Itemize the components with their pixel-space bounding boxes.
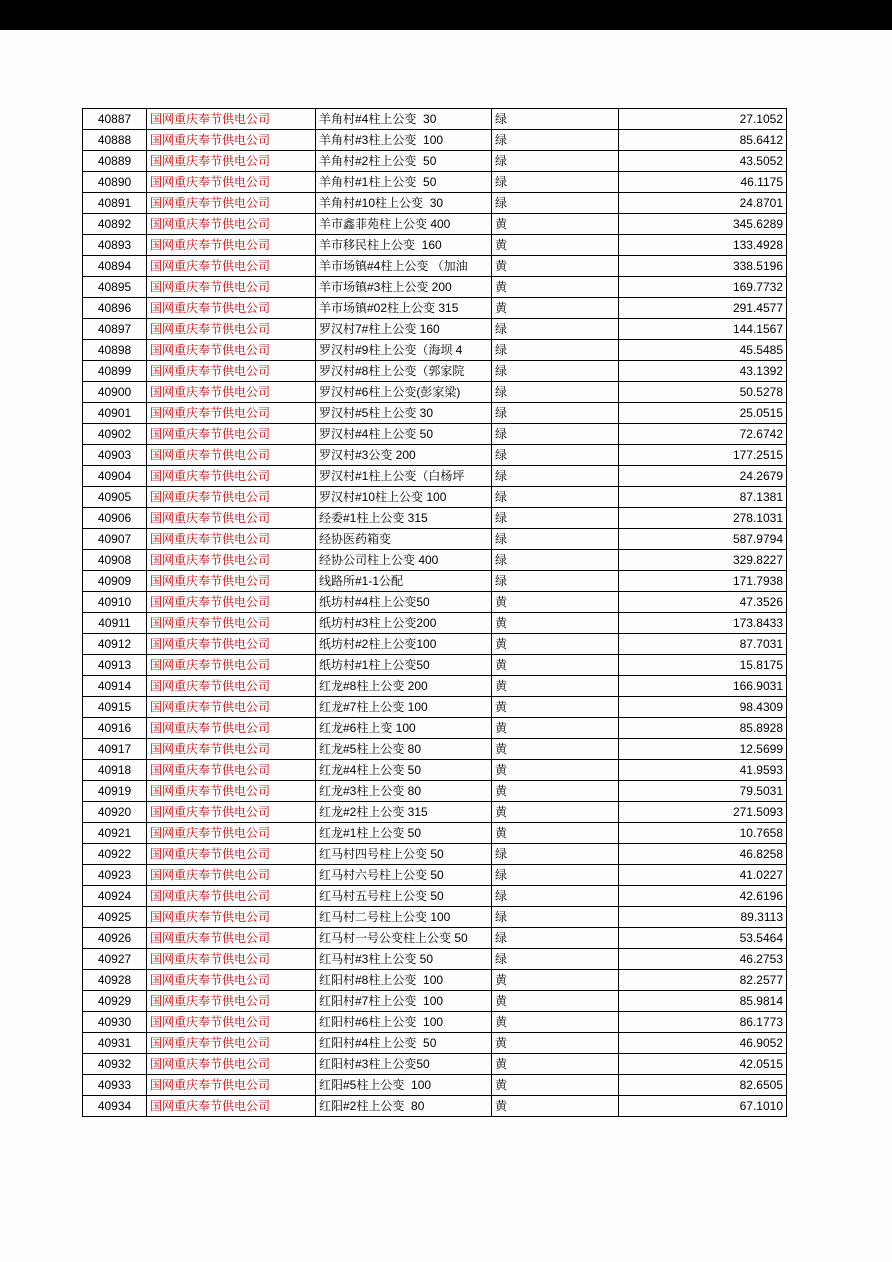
- load-value-cell: 278.1031: [619, 508, 787, 529]
- table-row: [83, 256, 787, 277]
- table-row: [83, 1096, 787, 1117]
- transformer-name-cell: 纸坊村#1柱上公变50: [316, 655, 492, 676]
- load-value-cell: 177.2515: [619, 445, 787, 466]
- company-cell: 国网重庆奉节供电公司: [147, 823, 316, 844]
- load-value-cell: 47.3526: [619, 592, 787, 613]
- load-value-cell: 587.9794: [619, 529, 787, 550]
- status-cell: 黄: [492, 802, 619, 823]
- load-value-cell: 89.3113: [619, 907, 787, 928]
- status-cell: 绿: [492, 844, 619, 865]
- company-cell: 国网重庆奉节供电公司: [147, 256, 316, 277]
- row-id-cell: 40924: [83, 886, 147, 907]
- status-cell: 绿: [492, 109, 619, 130]
- table-row: [83, 886, 787, 907]
- load-value-cell: 87.1381: [619, 487, 787, 508]
- company-cell: 国网重庆奉节供电公司: [147, 193, 316, 214]
- load-value-cell: 43.5052: [619, 151, 787, 172]
- table-row: [83, 424, 787, 445]
- row-id-cell: 40894: [83, 256, 147, 277]
- table-row: [83, 466, 787, 487]
- row-id-cell: 40908: [83, 550, 147, 571]
- load-value-cell: 171.7938: [619, 571, 787, 592]
- status-cell: 绿: [492, 928, 619, 949]
- table-row: [83, 403, 787, 424]
- table-row: [83, 718, 787, 739]
- table-row: [83, 991, 787, 1012]
- status-cell: 黄: [492, 991, 619, 1012]
- company-cell: 国网重庆奉节供电公司: [147, 1054, 316, 1075]
- transformer-name-cell: 红阳村#6柱上公变 100: [316, 1012, 492, 1033]
- transformer-name-cell: 红龙#5柱上公变 80: [316, 739, 492, 760]
- status-cell: 黄: [492, 634, 619, 655]
- company-cell: 国网重庆奉节供电公司: [147, 466, 316, 487]
- row-id-cell: 40887: [83, 109, 147, 130]
- table-row: [83, 739, 787, 760]
- table-row: [83, 214, 787, 235]
- table-row: [83, 865, 787, 886]
- row-id-cell: 40904: [83, 466, 147, 487]
- status-cell: 黄: [492, 739, 619, 760]
- status-cell: 黄: [492, 298, 619, 319]
- transformer-name-cell: 罗汉村#1柱上公变（白杨坪: [316, 466, 492, 487]
- row-id-cell: 40928: [83, 970, 147, 991]
- transformer-name-cell: 红马村二号柱上公变 100: [316, 907, 492, 928]
- company-cell: 国网重庆奉节供电公司: [147, 319, 316, 340]
- status-cell: 黄: [492, 697, 619, 718]
- table-row: [83, 592, 787, 613]
- table-row: [83, 130, 787, 151]
- load-value-cell: 43.1392: [619, 361, 787, 382]
- load-value-cell: 79.5031: [619, 781, 787, 802]
- row-id-cell: 40907: [83, 529, 147, 550]
- transformer-name-cell: 羊角村#3柱上公变 100: [316, 130, 492, 151]
- status-cell: 黄: [492, 1012, 619, 1033]
- table-row: [83, 970, 787, 991]
- company-cell: 国网重庆奉节供电公司: [147, 550, 316, 571]
- load-value-cell: 67.1010: [619, 1096, 787, 1117]
- status-cell: 绿: [492, 949, 619, 970]
- company-cell: 国网重庆奉节供电公司: [147, 655, 316, 676]
- transformer-name-cell: 红龙#3柱上公变 80: [316, 781, 492, 802]
- table-row: [83, 277, 787, 298]
- row-id-cell: 40895: [83, 277, 147, 298]
- row-id-cell: 40925: [83, 907, 147, 928]
- transformer-name-cell: 红马村#3柱上公变 50: [316, 949, 492, 970]
- transformer-name-cell: 红马村五号柱上公变 50: [316, 886, 492, 907]
- table-row: [83, 487, 787, 508]
- table-row: [83, 109, 787, 130]
- status-cell: 绿: [492, 151, 619, 172]
- transformer-name-cell: 红龙#1柱上公变 50: [316, 823, 492, 844]
- row-id-cell: 40917: [83, 739, 147, 760]
- status-cell: 绿: [492, 886, 619, 907]
- status-cell: 黄: [492, 676, 619, 697]
- load-value-cell: 133.4928: [619, 235, 787, 256]
- status-cell: 黄: [492, 256, 619, 277]
- row-id-cell: 40913: [83, 655, 147, 676]
- transformer-name-cell: 罗汉村#5柱上公变 30: [316, 403, 492, 424]
- row-id-cell: 40891: [83, 193, 147, 214]
- row-id-cell: 40926: [83, 928, 147, 949]
- load-value-cell: 46.8258: [619, 844, 787, 865]
- document-page: [0, 30, 892, 1262]
- row-id-cell: 40929: [83, 991, 147, 1012]
- load-value-cell: 45.5485: [619, 340, 787, 361]
- row-id-cell: 40899: [83, 361, 147, 382]
- table-row: [83, 172, 787, 193]
- load-value-cell: 24.2679: [619, 466, 787, 487]
- status-cell: 黄: [492, 1075, 619, 1096]
- table-row: [83, 928, 787, 949]
- row-id-cell: 40893: [83, 235, 147, 256]
- status-cell: 绿: [492, 445, 619, 466]
- company-cell: 国网重庆奉节供电公司: [147, 151, 316, 172]
- company-cell: 国网重庆奉节供电公司: [147, 529, 316, 550]
- company-cell: 国网重庆奉节供电公司: [147, 613, 316, 634]
- transformer-name-cell: 羊市场镇#3柱上公变 200: [316, 277, 492, 298]
- status-cell: 黄: [492, 1096, 619, 1117]
- status-cell: 黄: [492, 718, 619, 739]
- transformer-name-cell: 经协公司柱上公变 400: [316, 550, 492, 571]
- row-id-cell: 40918: [83, 760, 147, 781]
- company-cell: 国网重庆奉节供电公司: [147, 718, 316, 739]
- company-cell: 国网重庆奉节供电公司: [147, 907, 316, 928]
- load-value-cell: 46.1175: [619, 172, 787, 193]
- status-cell: 绿: [492, 361, 619, 382]
- transformer-name-cell: 罗汉村#3公变 200: [316, 445, 492, 466]
- transformer-name-cell: 羊市场镇#4柱上公变 （加油: [316, 256, 492, 277]
- row-id-cell: 40901: [83, 403, 147, 424]
- row-id-cell: 40931: [83, 1033, 147, 1054]
- row-id-cell: 40933: [83, 1075, 147, 1096]
- load-value-cell: 15.8175: [619, 655, 787, 676]
- transformer-name-cell: 红阳村#7柱上公变 100: [316, 991, 492, 1012]
- status-cell: 黄: [492, 1033, 619, 1054]
- load-value-cell: 42.6196: [619, 886, 787, 907]
- company-cell: 国网重庆奉节供电公司: [147, 130, 316, 151]
- transformer-name-cell: 红阳村#3柱上公变50: [316, 1054, 492, 1075]
- table-row: [83, 907, 787, 928]
- row-id-cell: 40896: [83, 298, 147, 319]
- transformer-name-cell: 羊市移民柱上公变 160: [316, 235, 492, 256]
- status-cell: 绿: [492, 907, 619, 928]
- status-cell: 绿: [492, 466, 619, 487]
- row-id-cell: 40900: [83, 382, 147, 403]
- transformer-name-cell: 羊市场镇#02柱上公变 315: [316, 298, 492, 319]
- company-cell: 国网重庆奉节供电公司: [147, 676, 316, 697]
- row-id-cell: 40911: [83, 613, 147, 634]
- load-value-cell: 169.7732: [619, 277, 787, 298]
- status-cell: 绿: [492, 508, 619, 529]
- company-cell: 国网重庆奉节供电公司: [147, 970, 316, 991]
- company-cell: 国网重庆奉节供电公司: [147, 361, 316, 382]
- company-cell: 国网重庆奉节供电公司: [147, 1096, 316, 1117]
- load-value-cell: 144.1567: [619, 319, 787, 340]
- company-cell: 国网重庆奉节供电公司: [147, 298, 316, 319]
- table-row: [83, 823, 787, 844]
- transformer-name-cell: 羊市鑫菲苑柱上公变 400: [316, 214, 492, 235]
- status-cell: 黄: [492, 592, 619, 613]
- company-cell: 国网重庆奉节供电公司: [147, 1012, 316, 1033]
- load-value-cell: 82.6505: [619, 1075, 787, 1096]
- table-row: [83, 655, 787, 676]
- transformer-name-cell: 罗汉村7#柱上公变 160: [316, 319, 492, 340]
- row-id-cell: 40905: [83, 487, 147, 508]
- company-cell: 国网重庆奉节供电公司: [147, 886, 316, 907]
- transformer-name-cell: 羊角村#2柱上公变 50: [316, 151, 492, 172]
- transformer-name-cell: 纸坊村#4柱上公变50: [316, 592, 492, 613]
- row-id-cell: 40934: [83, 1096, 147, 1117]
- table-row: [83, 1075, 787, 1096]
- row-id-cell: 40910: [83, 592, 147, 613]
- table-row: [83, 760, 787, 781]
- company-cell: 国网重庆奉节供电公司: [147, 571, 316, 592]
- load-value-cell: 291.4577: [619, 298, 787, 319]
- row-id-cell: 40888: [83, 130, 147, 151]
- load-value-cell: 338.5196: [619, 256, 787, 277]
- load-value-cell: 173.8433: [619, 613, 787, 634]
- load-value-cell: 12.5699: [619, 739, 787, 760]
- company-cell: 国网重庆奉节供电公司: [147, 109, 316, 130]
- company-cell: 国网重庆奉节供电公司: [147, 949, 316, 970]
- table-row: [83, 550, 787, 571]
- company-cell: 国网重庆奉节供电公司: [147, 235, 316, 256]
- status-cell: 绿: [492, 193, 619, 214]
- status-cell: 绿: [492, 487, 619, 508]
- transformer-name-cell: 红阳#2柱上公变 80: [316, 1096, 492, 1117]
- row-id-cell: 40898: [83, 340, 147, 361]
- table-row: [83, 781, 787, 802]
- status-cell: 黄: [492, 1054, 619, 1075]
- company-cell: 国网重庆奉节供电公司: [147, 277, 316, 298]
- load-value-cell: 42.0515: [619, 1054, 787, 1075]
- company-cell: 国网重庆奉节供电公司: [147, 424, 316, 445]
- status-cell: 绿: [492, 550, 619, 571]
- table-row: [83, 634, 787, 655]
- transformer-name-cell: 罗汉村#10柱上公变 100: [316, 487, 492, 508]
- company-cell: 国网重庆奉节供电公司: [147, 928, 316, 949]
- status-cell: 黄: [492, 970, 619, 991]
- row-id-cell: 40903: [83, 445, 147, 466]
- company-cell: 国网重庆奉节供电公司: [147, 1075, 316, 1096]
- row-id-cell: 40890: [83, 172, 147, 193]
- table-row: [83, 844, 787, 865]
- table-row: [83, 1012, 787, 1033]
- status-cell: 绿: [492, 382, 619, 403]
- row-id-cell: 40889: [83, 151, 147, 172]
- row-id-cell: 40930: [83, 1012, 147, 1033]
- company-cell: 国网重庆奉节供电公司: [147, 802, 316, 823]
- company-cell: 国网重庆奉节供电公司: [147, 739, 316, 760]
- row-id-cell: 40922: [83, 844, 147, 865]
- table-row: [83, 319, 787, 340]
- transformer-name-cell: 红龙#6柱上变 100: [316, 718, 492, 739]
- company-cell: 国网重庆奉节供电公司: [147, 991, 316, 1012]
- row-id-cell: 40906: [83, 508, 147, 529]
- load-value-cell: 82.2577: [619, 970, 787, 991]
- status-cell: 绿: [492, 130, 619, 151]
- table-row: [83, 445, 787, 466]
- transformer-load-table: [82, 108, 787, 1117]
- transformer-name-cell: 羊角村#10柱上公变 30: [316, 193, 492, 214]
- company-cell: 国网重庆奉节供电公司: [147, 172, 316, 193]
- status-cell: 绿: [492, 529, 619, 550]
- company-cell: 国网重庆奉节供电公司: [147, 844, 316, 865]
- company-cell: 国网重庆奉节供电公司: [147, 487, 316, 508]
- transformer-name-cell: 红龙#8柱上公变 200: [316, 676, 492, 697]
- row-id-cell: 40902: [83, 424, 147, 445]
- row-id-cell: 40915: [83, 697, 147, 718]
- table-row: [83, 697, 787, 718]
- table-row: [83, 676, 787, 697]
- company-cell: 国网重庆奉节供电公司: [147, 760, 316, 781]
- table-row: [83, 949, 787, 970]
- status-cell: 绿: [492, 571, 619, 592]
- load-value-cell: 87.7031: [619, 634, 787, 655]
- transformer-name-cell: 红阳#5柱上公变 100: [316, 1075, 492, 1096]
- load-value-cell: 85.6412: [619, 130, 787, 151]
- transformer-name-cell: 经委#1柱上公变 315: [316, 508, 492, 529]
- transformer-name-cell: 罗汉村#6柱上公变(彭家梁): [316, 382, 492, 403]
- row-id-cell: 40897: [83, 319, 147, 340]
- company-cell: 国网重庆奉节供电公司: [147, 403, 316, 424]
- load-value-cell: 86.1773: [619, 1012, 787, 1033]
- company-cell: 国网重庆奉节供电公司: [147, 445, 316, 466]
- table-body: [83, 109, 787, 1117]
- load-value-cell: 25.0515: [619, 403, 787, 424]
- row-id-cell: 40927: [83, 949, 147, 970]
- load-value-cell: 98.4309: [619, 697, 787, 718]
- status-cell: 绿: [492, 865, 619, 886]
- row-id-cell: 40921: [83, 823, 147, 844]
- row-id-cell: 40909: [83, 571, 147, 592]
- transformer-name-cell: 红龙#7柱上公变 100: [316, 697, 492, 718]
- table-row: [83, 529, 787, 550]
- company-cell: 国网重庆奉节供电公司: [147, 865, 316, 886]
- load-value-cell: 50.5278: [619, 382, 787, 403]
- table-row: [83, 802, 787, 823]
- table-row: [83, 193, 787, 214]
- status-cell: 绿: [492, 319, 619, 340]
- transformer-name-cell: 红龙#4柱上公变 50: [316, 760, 492, 781]
- load-value-cell: 166.9031: [619, 676, 787, 697]
- load-value-cell: 46.2753: [619, 949, 787, 970]
- load-value-cell: 24.8701: [619, 193, 787, 214]
- company-cell: 国网重庆奉节供电公司: [147, 214, 316, 235]
- status-cell: 黄: [492, 235, 619, 256]
- table-row: [83, 508, 787, 529]
- load-value-cell: 85.9814: [619, 991, 787, 1012]
- table-row: [83, 340, 787, 361]
- row-id-cell: 40916: [83, 718, 147, 739]
- load-value-cell: 85.8928: [619, 718, 787, 739]
- row-id-cell: 40920: [83, 802, 147, 823]
- transformer-name-cell: 红龙#2柱上公变 315: [316, 802, 492, 823]
- company-cell: 国网重庆奉节供电公司: [147, 1033, 316, 1054]
- transformer-name-cell: 红马村四号柱上公变 50: [316, 844, 492, 865]
- status-cell: 黄: [492, 760, 619, 781]
- status-cell: 绿: [492, 403, 619, 424]
- status-cell: 黄: [492, 613, 619, 634]
- transformer-name-cell: 经协医药箱变: [316, 529, 492, 550]
- status-cell: 绿: [492, 172, 619, 193]
- transformer-name-cell: 红阳村#8柱上公变 100: [316, 970, 492, 991]
- company-cell: 国网重庆奉节供电公司: [147, 340, 316, 361]
- company-cell: 国网重庆奉节供电公司: [147, 592, 316, 613]
- company-cell: 国网重庆奉节供电公司: [147, 781, 316, 802]
- load-value-cell: 46.9052: [619, 1033, 787, 1054]
- transformer-name-cell: 羊角村#1柱上公变 50: [316, 172, 492, 193]
- table-row: [83, 298, 787, 319]
- table-row: [83, 1033, 787, 1054]
- status-cell: 绿: [492, 340, 619, 361]
- transformer-name-cell: 红马村六号柱上公变 50: [316, 865, 492, 886]
- row-id-cell: 40923: [83, 865, 147, 886]
- load-value-cell: 72.6742: [619, 424, 787, 445]
- table-row: [83, 235, 787, 256]
- table-row: [83, 382, 787, 403]
- transformer-name-cell: 红阳村#4柱上公变 50: [316, 1033, 492, 1054]
- status-cell: 黄: [492, 277, 619, 298]
- company-cell: 国网重庆奉节供电公司: [147, 382, 316, 403]
- status-cell: 黄: [492, 781, 619, 802]
- status-cell: 绿: [492, 424, 619, 445]
- transformer-name-cell: 罗汉村#4柱上公变 50: [316, 424, 492, 445]
- transformer-name-cell: 罗汉村#9柱上公变（海坝 4: [316, 340, 492, 361]
- status-cell: 黄: [492, 823, 619, 844]
- transformer-name-cell: 纸坊村#2柱上公变100: [316, 634, 492, 655]
- load-value-cell: 345.6289: [619, 214, 787, 235]
- table-row: [83, 361, 787, 382]
- row-id-cell: 40892: [83, 214, 147, 235]
- load-value-cell: 53.5464: [619, 928, 787, 949]
- status-cell: 黄: [492, 655, 619, 676]
- top-black-bar: [0, 0, 892, 30]
- transformer-name-cell: 红马村一号公变柱上公变 50: [316, 928, 492, 949]
- table-row: [83, 1054, 787, 1075]
- transformer-name-cell: 纸坊村#3柱上公变200: [316, 613, 492, 634]
- row-id-cell: 40932: [83, 1054, 147, 1075]
- company-cell: 国网重庆奉节供电公司: [147, 634, 316, 655]
- table-row: [83, 151, 787, 172]
- row-id-cell: 40919: [83, 781, 147, 802]
- transformer-name-cell: 羊角村#4柱上公变 30: [316, 109, 492, 130]
- load-value-cell: 41.0227: [619, 865, 787, 886]
- row-id-cell: 40912: [83, 634, 147, 655]
- company-cell: 国网重庆奉节供电公司: [147, 508, 316, 529]
- status-cell: 黄: [492, 214, 619, 235]
- row-id-cell: 40914: [83, 676, 147, 697]
- load-value-cell: 329.8227: [619, 550, 787, 571]
- load-value-cell: 27.1052: [619, 109, 787, 130]
- load-value-cell: 41.9593: [619, 760, 787, 781]
- load-value-cell: 10.7658: [619, 823, 787, 844]
- company-cell: 国网重庆奉节供电公司: [147, 697, 316, 718]
- table-row: [83, 571, 787, 592]
- table-row: [83, 613, 787, 634]
- transformer-name-cell: 罗汉村#8柱上公变（郭家院: [316, 361, 492, 382]
- transformer-name-cell: 线路所#1-1公配: [316, 571, 492, 592]
- load-value-cell: 271.5093: [619, 802, 787, 823]
